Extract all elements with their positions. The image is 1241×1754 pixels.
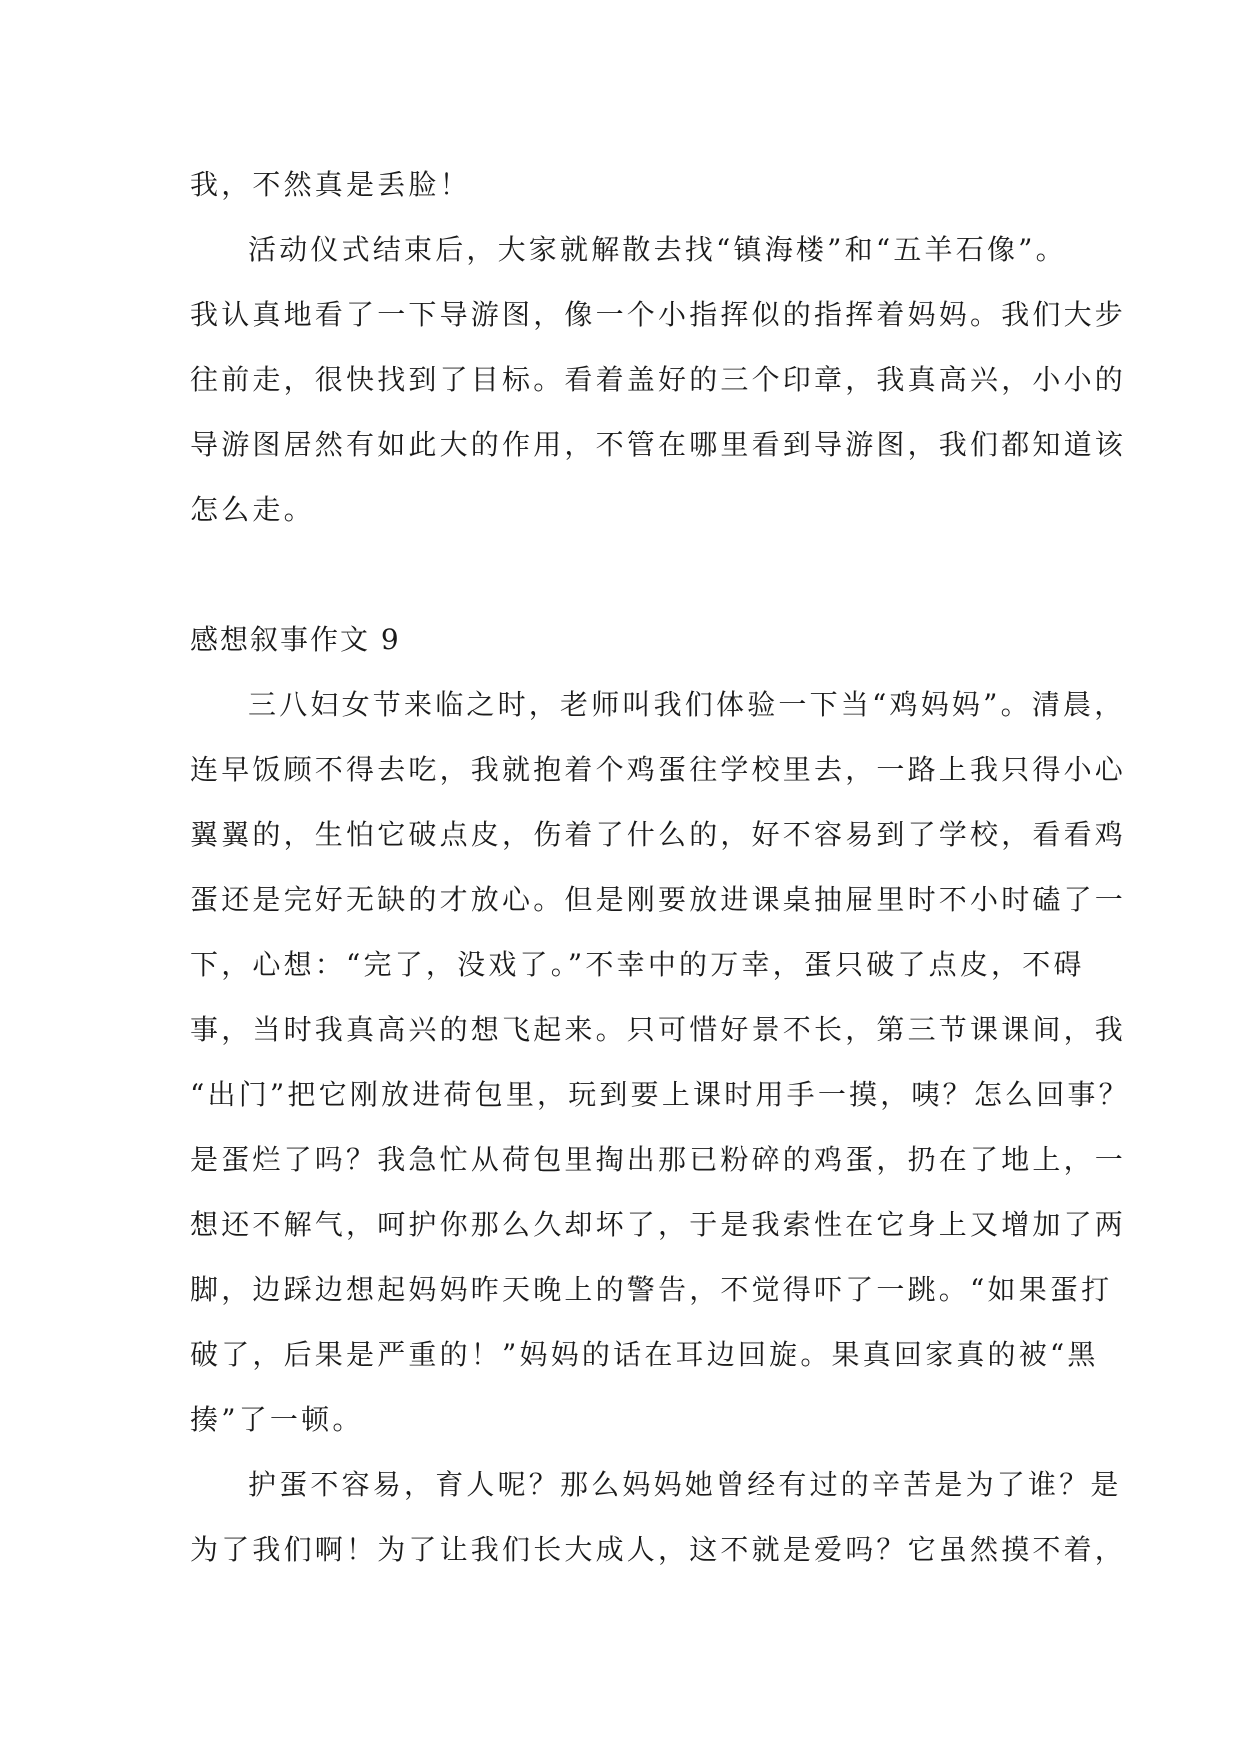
section-heading: 感想叙事作文 9 bbox=[190, 623, 401, 656]
paragraph-line: 护蛋不容易，育人呢？那么妈妈她曾经有过的辛苦是为了谁？是 bbox=[248, 1468, 1122, 1501]
paragraph-line: 连早饭顾不得去吃，我就抱着个鸡蛋往学校里去，一路上我只得小心 bbox=[190, 753, 1127, 786]
paragraph-line: 翼翼的，生怕它破点皮，伤着了什么的，好不容易到了学校，看看鸡 bbox=[190, 818, 1127, 851]
paragraph-line: 蛋还是完好无缺的才放心。但是刚要放进课桌抽屉里时不小时磕了一 bbox=[190, 883, 1127, 916]
paragraph-line: 我认真地看了一下导游图，像一个小指挥似的指挥着妈妈。我们大步 bbox=[190, 298, 1127, 331]
paragraph-line: 事，当时我真高兴的想飞起来。只可惜好景不长，第三节课课间，我 bbox=[190, 1013, 1127, 1046]
paragraph-line: 想还不解气，呵护你那么久却坏了，于是我索性在它身上又增加了两 bbox=[190, 1208, 1127, 1241]
paragraph-line: 往前走，很快找到了目标。看着盖好的三个印章，我真高兴，小小的 bbox=[190, 363, 1127, 396]
paragraph-line: 下，心想：“完了，没戏了。”不幸中的万幸，蛋只破了点皮，不碍 bbox=[190, 948, 1085, 981]
paragraph-line: 怎么走。 bbox=[190, 493, 315, 526]
paragraph-line: 我，不然真是丢脸！ bbox=[190, 168, 471, 201]
paragraph-line: 脚，边踩边想起妈妈昨天晚上的警告，不觉得吓了一跳。“如果蛋打 bbox=[190, 1273, 1113, 1306]
paragraph-line: 三八妇女节来临之时，老师叫我们体验一下当“鸡妈妈”。清晨， bbox=[248, 688, 1126, 721]
paragraph-line: 揍”了一顿。 bbox=[190, 1403, 364, 1436]
paragraph-line: 导游图居然有如此大的作用，不管在哪里看到导游图，我们都知道该 bbox=[190, 428, 1127, 461]
paragraph-line: “出门”把它刚放进荷包里，玩到要上课时用手一摸，咦？怎么回事？ bbox=[190, 1078, 1130, 1111]
paragraph-line: 是蛋烂了吗？我急忙从荷包里掏出那已粉碎的鸡蛋，扔在了地上，一 bbox=[190, 1143, 1127, 1176]
paragraph-line: 为了我们啊！为了让我们长大成人，这不就是爱吗？它虽然摸不着， bbox=[190, 1533, 1127, 1566]
paragraph-line: 活动仪式结束后，大家就解散去找“镇海楼”和“五羊石像”。 bbox=[248, 233, 1067, 266]
paragraph-line: 破了，后果是严重的！”妈妈的话在耳边回旋。果真回家真的被“黑 bbox=[190, 1338, 1099, 1371]
